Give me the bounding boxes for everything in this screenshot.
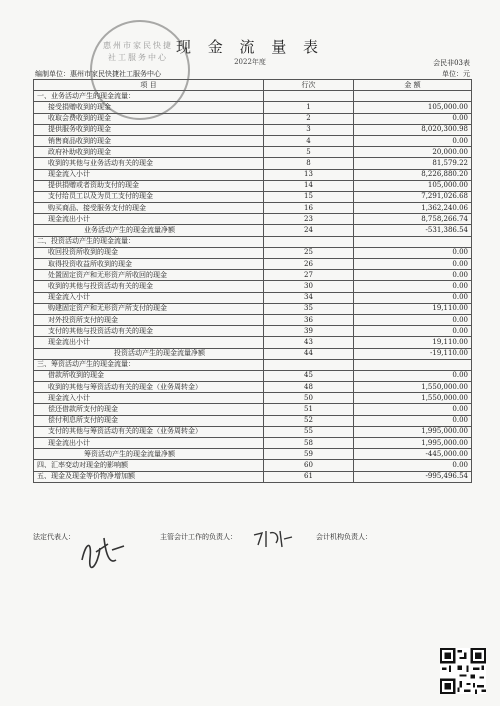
row-amount: 0.00 xyxy=(354,404,472,415)
row-item: 购建固定资产和无形资产所支付的现金 xyxy=(34,303,264,314)
row-item: 二、投资活动产生的现金流量： xyxy=(34,236,264,247)
row-amount: 19,110.00 xyxy=(354,303,472,314)
row-amount: 0.00 xyxy=(354,292,472,303)
row-line-number: 52 xyxy=(264,415,354,426)
row-item: 三、筹资活动产生的现金流量： xyxy=(34,359,264,370)
row-line-number: 30 xyxy=(264,281,354,292)
table-row xyxy=(34,471,472,482)
row-line-number: 39 xyxy=(264,326,354,337)
row-line-number: 45 xyxy=(264,370,354,381)
row-amount: 8,226,880.20 xyxy=(354,169,472,180)
row-line-number: 26 xyxy=(264,259,354,270)
table-row xyxy=(34,326,472,337)
row-amount: 0.00 xyxy=(354,259,472,270)
table-row xyxy=(34,214,472,225)
row-amount: 105,000.00 xyxy=(354,180,472,191)
row-item: 取得投资收益所收到的现金 xyxy=(34,259,264,270)
table-row xyxy=(34,337,472,348)
column-header-item: 项 目 xyxy=(34,80,264,91)
form-number: 会民非03表 xyxy=(433,59,470,67)
row-line-number: 35 xyxy=(264,303,354,314)
row-amount: 1,550,000.00 xyxy=(354,393,472,404)
row-item: 一、业务活动产生的现金流量： xyxy=(34,91,264,102)
row-item: 对外投资所支付的现金 xyxy=(34,314,264,325)
table-row xyxy=(34,348,472,359)
qr-code xyxy=(440,648,486,694)
row-item: 偿还借款所支付的现金 xyxy=(34,404,264,415)
row-line-number: 13 xyxy=(264,169,354,180)
row-item: 现金流出小计 xyxy=(34,214,264,225)
row-item: 偿付利息所支付的现金 xyxy=(34,415,264,426)
table-row xyxy=(34,135,472,146)
row-line-number: 59 xyxy=(264,449,354,460)
row-amount: 0.00 xyxy=(354,314,472,325)
row-item: 筹资活动产生的现金流量净额 xyxy=(34,449,264,460)
table-row xyxy=(34,147,472,158)
row-item: 处置固定资产和无形资产所收回的现金 xyxy=(34,270,264,281)
accounting-head-label: 会计机构负责人： xyxy=(316,533,372,541)
row-amount: 0.00 xyxy=(354,270,472,281)
row-line-number: 34 xyxy=(264,292,354,303)
row-line-number xyxy=(264,359,354,370)
row-line-number: 8 xyxy=(264,158,354,169)
row-line-number: 60 xyxy=(264,460,354,471)
table-row xyxy=(34,370,472,381)
row-amount: -19,110.00 xyxy=(354,348,472,359)
row-line-number: 55 xyxy=(264,426,354,437)
row-line-number: 24 xyxy=(264,225,354,236)
table-row xyxy=(34,225,472,236)
column-header-line: 行次 xyxy=(264,80,354,91)
row-amount: 8,020,300.98 xyxy=(354,124,472,135)
row-amount xyxy=(354,236,472,247)
table-row xyxy=(34,102,472,113)
row-amount: 8,758,266.74 xyxy=(354,214,472,225)
row-line-number: 43 xyxy=(264,337,354,348)
row-line-number: 23 xyxy=(264,214,354,225)
row-item: 支付的其他与投资活动有关的现金 xyxy=(34,326,264,337)
row-amount: -531,386.54 xyxy=(354,225,472,236)
row-line-number: 2 xyxy=(264,113,354,124)
row-item: 现金流出小计 xyxy=(34,438,264,449)
row-item: 现金流入小计 xyxy=(34,169,264,180)
row-line-number: 61 xyxy=(264,471,354,482)
legal-representative-label: 法定代表人： xyxy=(33,533,75,541)
unit-label: 单位：元 xyxy=(442,70,470,78)
row-item: 接受捐赠收到的现金 xyxy=(34,102,264,113)
row-item: 现金流出小计 xyxy=(34,337,264,348)
row-amount: -445,000.00 xyxy=(354,449,472,460)
table-row xyxy=(34,404,472,415)
row-item: 五、现金及现金等价物净增加额 xyxy=(34,471,264,482)
row-item: 购买商品、接受服务支付的现金 xyxy=(34,203,264,214)
row-item: 销售商品收到的现金 xyxy=(34,135,264,146)
row-amount: 1,995,000.00 xyxy=(354,438,472,449)
row-line-number: 36 xyxy=(264,314,354,325)
row-line-number: 5 xyxy=(264,147,354,158)
row-amount xyxy=(354,359,472,370)
row-amount: 0.00 xyxy=(354,326,472,337)
row-line-number: 15 xyxy=(264,191,354,202)
row-item: 提供服务收到的现金 xyxy=(34,124,264,135)
row-amount: -995,496.54 xyxy=(354,471,472,482)
row-item: 提供捐赠或者资助支付的现金 xyxy=(34,180,264,191)
row-line-number: 3 xyxy=(264,124,354,135)
row-item: 收到的其他与投资活动有关的现金 xyxy=(34,281,264,292)
table-row xyxy=(34,169,472,180)
row-amount: 0.00 xyxy=(354,113,472,124)
row-line-number: 1 xyxy=(264,102,354,113)
row-item: 支付给员工以及为员工支付的现金 xyxy=(34,191,264,202)
chief-accountant-label: 主管会计工作的负责人： xyxy=(160,533,237,541)
row-item: 现金流入小计 xyxy=(34,292,264,303)
table-row xyxy=(34,415,472,426)
row-amount: 0.00 xyxy=(354,135,472,146)
row-amount: 19,110.00 xyxy=(354,337,472,348)
row-line-number: 58 xyxy=(264,438,354,449)
cash-flow-table xyxy=(33,79,472,483)
row-item: 业务活动产生的现金流量净额 xyxy=(34,225,264,236)
table-row xyxy=(34,359,472,370)
row-line-number: 16 xyxy=(264,203,354,214)
row-line-number xyxy=(264,236,354,247)
row-amount: 1,550,000.00 xyxy=(354,382,472,393)
table-row xyxy=(34,460,472,471)
row-line-number xyxy=(264,91,354,102)
row-amount: 0.00 xyxy=(354,281,472,292)
column-header-amount: 金 额 xyxy=(354,80,472,91)
row-item: 政府补助收到的现金 xyxy=(34,147,264,158)
row-item: 收取会费收到的现金 xyxy=(34,113,264,124)
table-header-row xyxy=(34,80,472,91)
table-row xyxy=(34,236,472,247)
table-row xyxy=(34,158,472,169)
row-item: 收回投资所收到的现金 xyxy=(34,247,264,258)
legal-representative-signature xyxy=(76,530,128,572)
table-row xyxy=(34,292,472,303)
row-line-number: 14 xyxy=(264,180,354,191)
row-amount: 7,291,026.68 xyxy=(354,191,472,202)
row-amount: 0.00 xyxy=(354,247,472,258)
row-item: 投资活动产生的现金流量净额 xyxy=(34,348,264,359)
row-item: 收到的其他与筹资活动有关的现金（业务周转金） xyxy=(34,382,264,393)
row-amount: 0.00 xyxy=(354,415,472,426)
row-amount: 0.00 xyxy=(354,370,472,381)
table-row xyxy=(34,281,472,292)
row-item: 借款所收到的现金 xyxy=(34,370,264,381)
row-item: 四、汇率变动对现金的影响额 xyxy=(34,460,264,471)
row-amount xyxy=(354,91,472,102)
row-item: 收到的其他与业务活动有关的现金 xyxy=(34,158,264,169)
table-row xyxy=(34,449,472,460)
row-line-number: 25 xyxy=(264,247,354,258)
row-line-number: 27 xyxy=(264,270,354,281)
table-row xyxy=(34,314,472,325)
report-year: 2022年度 xyxy=(234,58,266,66)
row-amount: 1,362,240.06 xyxy=(354,203,472,214)
row-line-number: 50 xyxy=(264,393,354,404)
row-amount: 20,000.00 xyxy=(354,147,472,158)
table-row xyxy=(34,191,472,202)
row-line-number: 51 xyxy=(264,404,354,415)
row-amount: 1,995,000.00 xyxy=(354,426,472,437)
table-row xyxy=(34,382,472,393)
report-title: 现 金 流 量 表 xyxy=(175,38,325,56)
official-seal-text: 惠州市家民快捷社工服务中心 xyxy=(103,41,173,62)
table-row xyxy=(34,203,472,214)
table-row xyxy=(34,259,472,270)
row-line-number: 48 xyxy=(264,382,354,393)
table-row xyxy=(34,113,472,124)
table-row xyxy=(34,91,472,102)
row-amount: 105,000.00 xyxy=(354,102,472,113)
table-row xyxy=(34,247,472,258)
table-row xyxy=(34,303,472,314)
row-item: 现金流入小计 xyxy=(34,393,264,404)
row-line-number: 4 xyxy=(264,135,354,146)
row-line-number: 44 xyxy=(264,348,354,359)
table-row xyxy=(34,393,472,404)
row-amount: 81,579.22 xyxy=(354,158,472,169)
table-row xyxy=(34,180,472,191)
row-item: 支付的其他与筹资活动有关的现金（业务周转金） xyxy=(34,426,264,437)
row-amount: 0.00 xyxy=(354,460,472,471)
table-row xyxy=(34,270,472,281)
organization-label: 编制单位：惠州市家民快捷社工服务中心 xyxy=(35,70,161,78)
table-row xyxy=(34,124,472,135)
chief-accountant-signature xyxy=(250,527,294,551)
table-row xyxy=(34,426,472,437)
table-row xyxy=(34,438,472,449)
